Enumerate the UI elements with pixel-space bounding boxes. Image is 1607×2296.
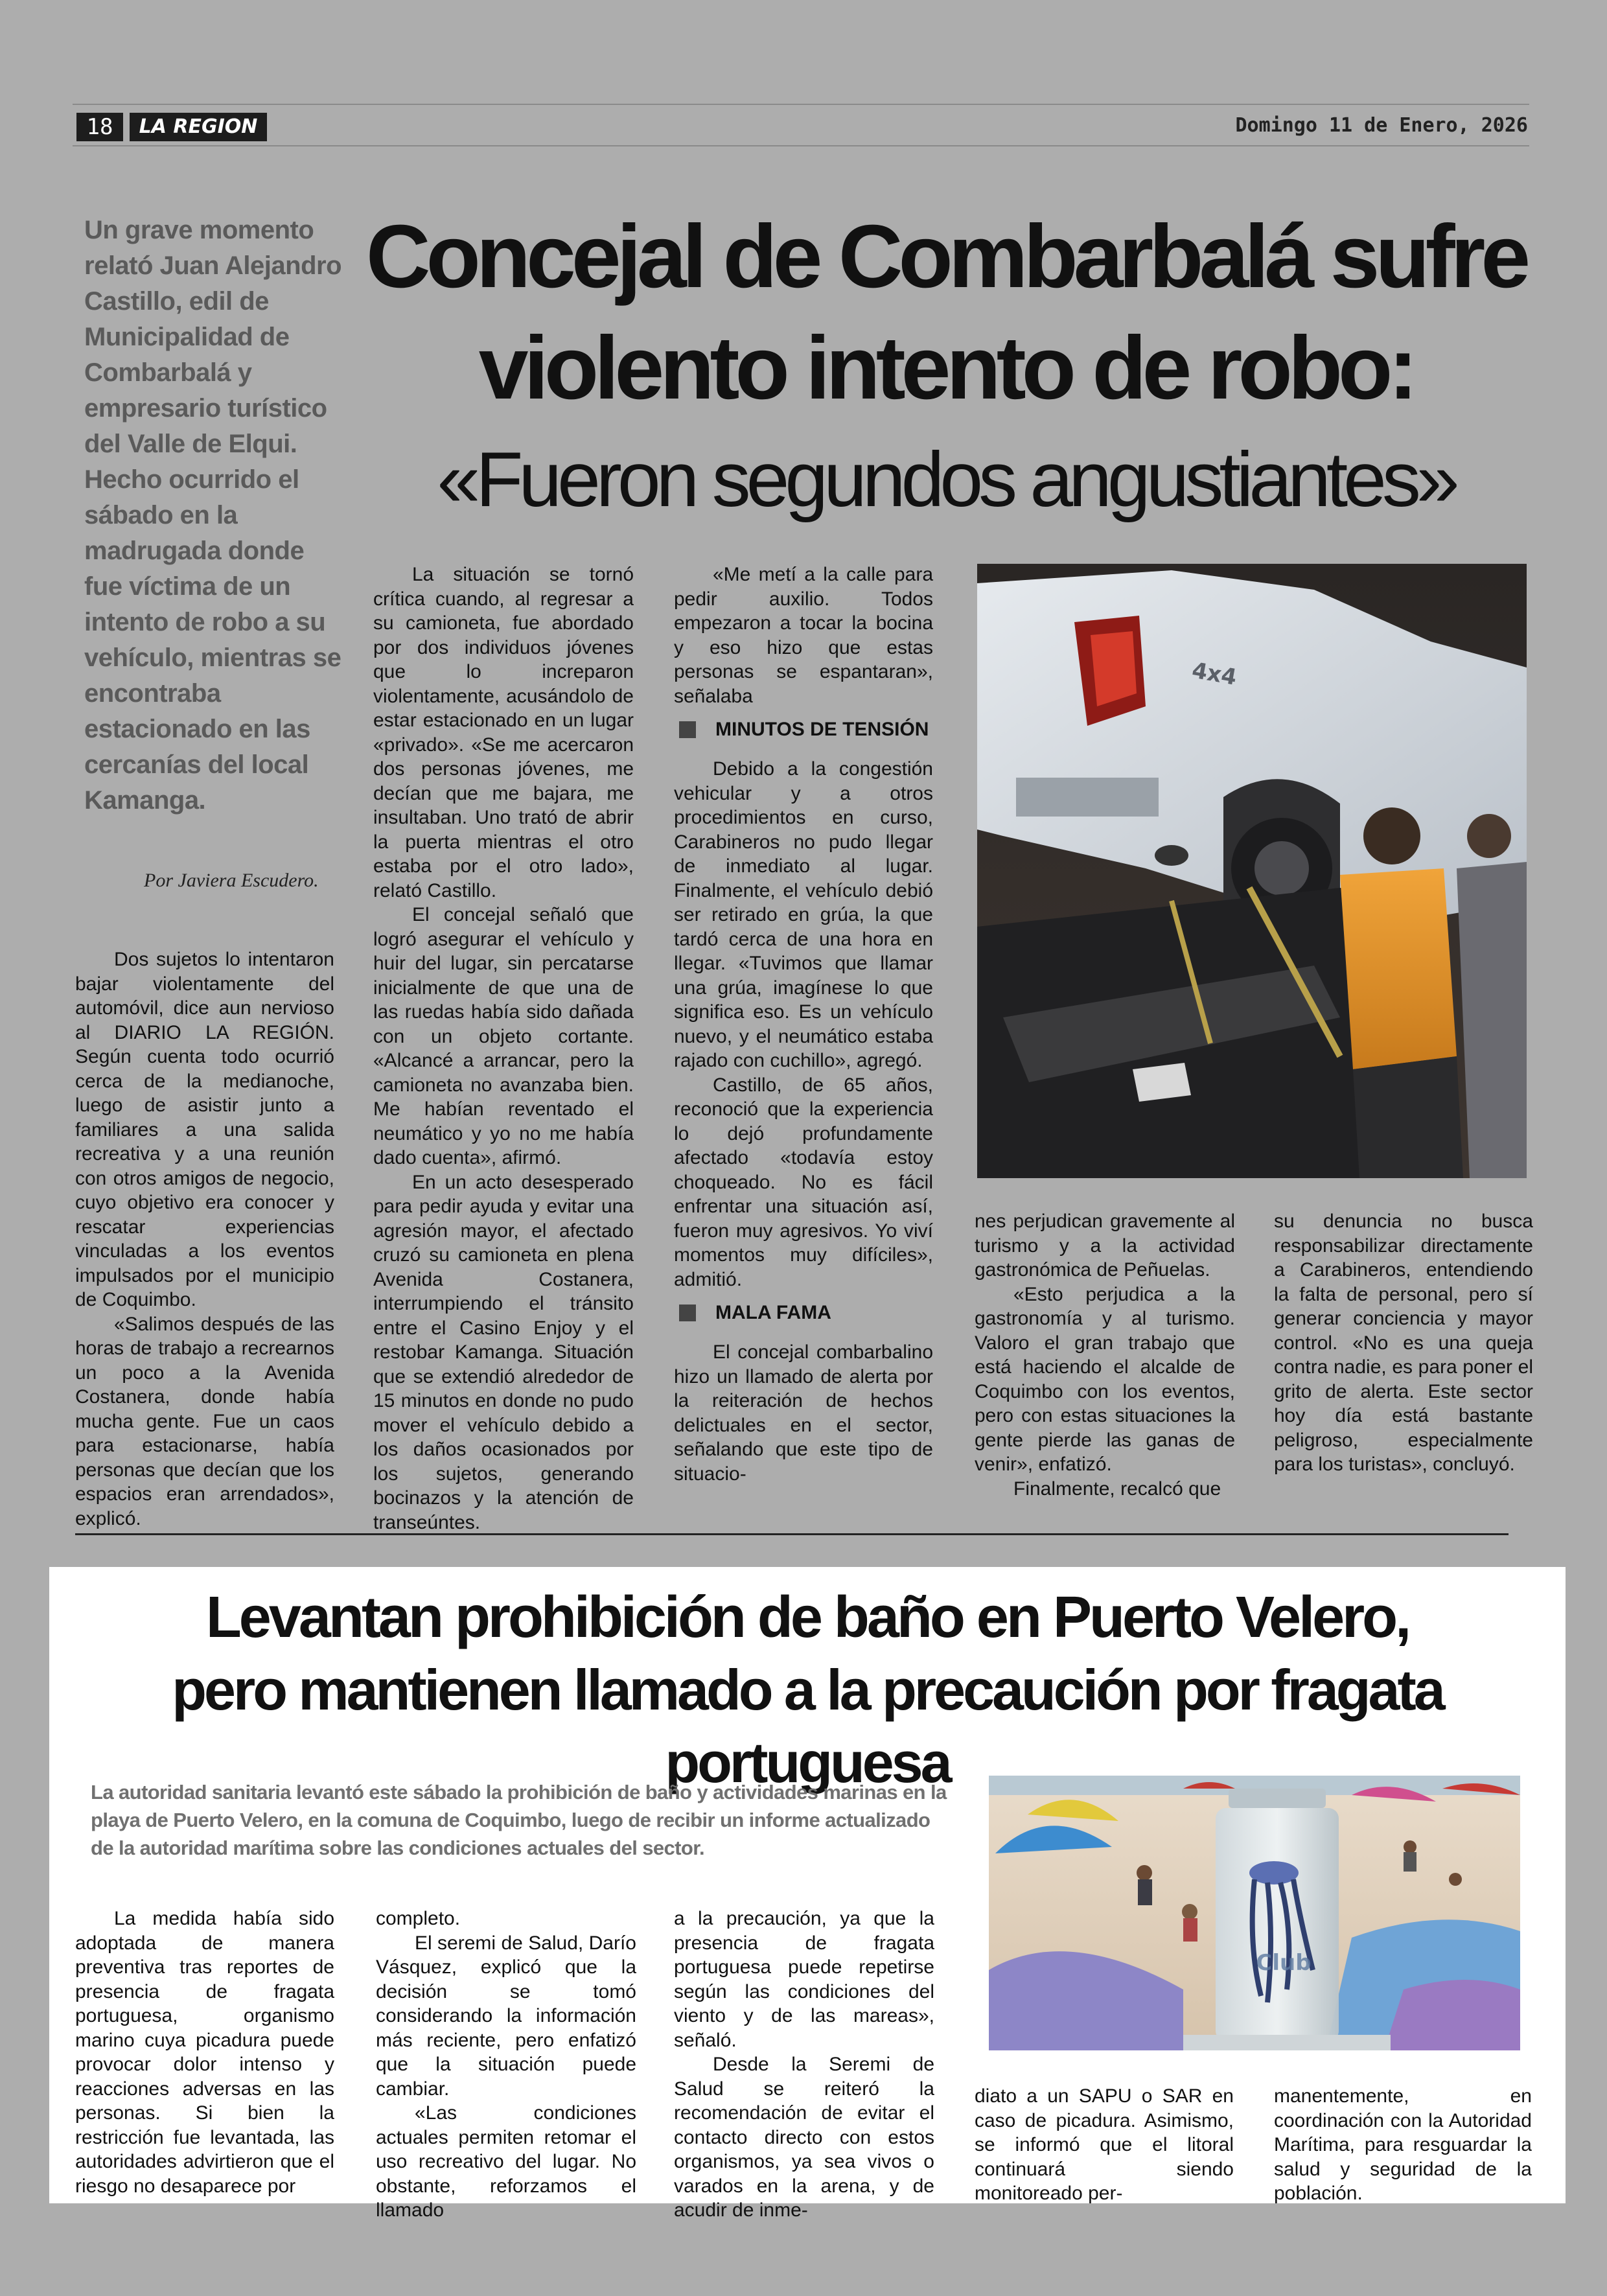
paragraph: Castillo, de 65 años, reconoció que la experiencia lo dejó profundamente afectado «todavía estoy choqueado. No es fácil enfrentar una situación así, fueron muy agresivos. Yo viví momentos muy difíciles», admitió. — [674, 1074, 933, 1290]
svg-text:Club: Club — [1256, 1950, 1312, 1976]
paragraph: «Las condiciones actuales permiten retomar el uso recreativo del lugar. No obstante, reforzamos el llamado — [376, 2102, 636, 2221]
paragraph: diato a un SAPU o SAR en caso de picadura. Asimismo, se informó que el litoral continuará siendo monitoreado per- — [975, 2085, 1234, 2204]
bullet-square-icon — [679, 1305, 696, 1321]
subheading-mala-fama: MALA FAMA — [674, 1301, 933, 1325]
article1-headline — [363, 201, 1529, 535]
article1-headline-line1: Concejal de Combarbalá sufre — [365, 207, 1527, 307]
article2-column-1 — [75, 1907, 334, 2198]
paragraph: Finalmente, recalcó que — [1013, 1478, 1221, 1500]
paragraph: a la precaución, ya que la presencia de fragata portuguesa puede repetirse según las condiciones del viento y de las mareas», señaló. — [674, 1908, 934, 2051]
paragraph: «Me metí a la calle para pedir auxilio. Todos empezaron a tocar la bocina y eso hizo que estas personas se espantaran», señalaba — [674, 564, 933, 707]
article1-photo-tow-truck — [977, 564, 1527, 1178]
section-divider — [75, 1533, 1509, 1535]
article2-headline-line2: pero mantienen llamado a la precaución por fragata portuguesa — [172, 1658, 1443, 1794]
paragraph: su denuncia no busca responsabilizar directamente a Carabineros, entendiendo la falta de personal, pero sí generar conciencia y mayor control. «No es una queja contra nadie, es para poner el grito de alerta. Este sector hoy día está bastante peligroso, especialmente para los turistas», concluyó. — [1274, 1211, 1533, 1475]
header-bottom-rule — [73, 145, 1529, 146]
paragraph: La medida había sido adoptada de manera preventiva tras reportes de presencia de fragata portuguesa, organismo marino cuya picadura puede provocar dolor intenso y reacciones adversas en las personas. Si bien la restricción fue levantada, las autoridades advirtieron que el riesgo no desaparece por — [75, 1908, 334, 2197]
bullet-square-icon — [679, 721, 696, 738]
paragraph: El seremi de Salud, Darío Vásquez, explicó que la decisión se tomó considerando la información más reciente, pero enfatizó que la situación puede cambiar. — [376, 1932, 636, 2100]
article1-column-5 — [1274, 1209, 1533, 1477]
svg-text:4x4: 4x4 — [1190, 657, 1239, 691]
paragraph: Debido a la congestión vehicular y a otros procedimientos en curso, Carabineros no pudo llegar de inmediato al lugar. Finalmente, el vehículo debió ser retirado en grúa, la que tardó cerca de una hora en llegar. «Tuvimos que llamar una grúa, imagínese lo que significa eso. Es un vehículo nuevo, y el neumático estaba rajado con cuchillo», agregó. — [674, 758, 933, 1071]
article1-column-1 — [75, 947, 334, 1531]
article2-column-3 — [674, 1907, 934, 2223]
issue-date: Domingo 11 de Enero, 2026 — [1235, 114, 1528, 137]
article1-column-2 — [373, 562, 634, 1535]
publication-masthead: LA REGION — [130, 113, 267, 141]
article2-headline-line1: Levantan prohibición de baño en Puerto Velero, — [205, 1585, 1409, 1650]
article1-lede: Un grave momento relató Juan Alejandro Castillo, edil de Municipalidad de Combarbalá y empresario turístico del Valle de Elqui. Hecho ocurrido el sábado en la madrugada donde fue víctima de un intento de robo a su vehículo, mientras se encontraba estacionado en las cercanías del local Kamanga. — [84, 216, 341, 815]
article2-lede: La autoridad sanitaria levantó este sábado la prohibición de baño y actividades marinas en la playa de Puerto Velero, en la comuna de Coquimbo, luego de recibir un informe actualizado de la autoridad marítima sobre las condiciones actuales del sector. — [91, 1781, 947, 1859]
paragraph: Dos sujetos lo intentaron bajar violentamente del automóvil, dice aun nervioso al DIARIO LA REGIÓN. Según cuenta todo ocurrió cerca de la medianoche, luego de asistir junto a familiares a una salida recreativa y a una reunión con otros amigos de negocio, cuyo objetivo era conocer y rescatar experiencias vinculadas a los eventos impulsados por el municipio de Coquimbo. — [75, 949, 334, 1310]
article2-headline — [49, 1581, 1566, 1799]
paragraph: «Esto perjudica a la gastronomía y al turismo. Valoro el gran trabajo que está haciendo el alcalde de Coquimbo con los eventos, pero con estas situaciones la gente pierde las ganas de venir», enfatizó. — [975, 1283, 1235, 1475]
article1-byline: Por Javiera Escudero. — [144, 870, 319, 891]
article2-column-4 — [975, 2084, 1234, 2206]
article1-column-3 — [674, 562, 933, 1486]
article1-headline-line2: violento intento de robo: — [478, 318, 1414, 418]
subheading-minutos-de-tension: MINUTOS DE TENSIÓN — [674, 717, 933, 741]
article1-headline-line3: «Fueron segundos angustiantes» — [437, 436, 1455, 523]
paragraph: El concejal señaló que logró asegurar el vehículo y huir del lugar, sin percatarse inicialmente de que una de las ruedas había sido dañada con un objeto cortante. «Alcancé a arrancar, pero la camioneta no avanzaba bien. Me habían reventado el neumático y yo no me había dado cuenta», afirmó. — [373, 904, 634, 1168]
article1-column-4 — [975, 1209, 1235, 1501]
page-number: 18 — [76, 113, 123, 141]
paragraph: Desde la Seremi de Salud se reiteró la recomendación de evitar el contacto directo con estos organismos, ya sea vivos o varados en la arena, y de acudir de inme- — [674, 2054, 934, 2221]
article2-column-5 — [1274, 2084, 1532, 2206]
paragraph: nes perjudican gravemente al turismo y a la actividad gastronómica de Peñuelas. — [975, 1211, 1235, 1281]
paragraph: La situación se tornó crítica cuando, al regresar a su camioneta, fue abordado por dos individuos jóvenes que lo increparon violentamente, acusándolo de estar estacionado en un lugar «privado». «Se me acercaron dos personas jóvenes, me decían que me bajara, me insultaban. Uno trató de abrir la puerta mientras el otro estaba por el otro lado», relató Castillo. — [373, 564, 634, 901]
article2-column-2 — [376, 1907, 636, 2223]
paragraph: El concejal combarbalino hizo un llamado de alerta por la reiteración de hechos delictuales en el sector, señalando que este tipo de situacio- — [674, 1341, 933, 1485]
header-top-rule — [73, 104, 1529, 105]
paragraph: En un acto desesperado para pedir ayuda y evitar una agresión mayor, el afectado cruzó su camioneta en plena Avenida Costanera, interrumpiendo el tránsito entre el Casino Enjoy y el restobar Kamanga. Situación que se extendió alrededor de 15 minutos en donde no pudo mover el vehículo debido a los daños ocasionados por los sujetos, generando bocinazos y la atención de transeúntes. — [373, 1171, 634, 1533]
paragraph: «Salimos después de las horas de trabajo a recrearnos un poco a la Avenida Costanera, donde había mucha gente. Fue un caos para estacionarse, había personas que decían que los espacios eran arrendados», explicó. — [75, 1313, 334, 1529]
paragraph: manentemente, en coordinación con la Autoridad Marítima, para resguardar la salud y seguridad de la población. — [1274, 2085, 1532, 2204]
paragraph: completo. — [376, 1908, 461, 1929]
article2-photo-beach-jar — [989, 1776, 1520, 2050]
